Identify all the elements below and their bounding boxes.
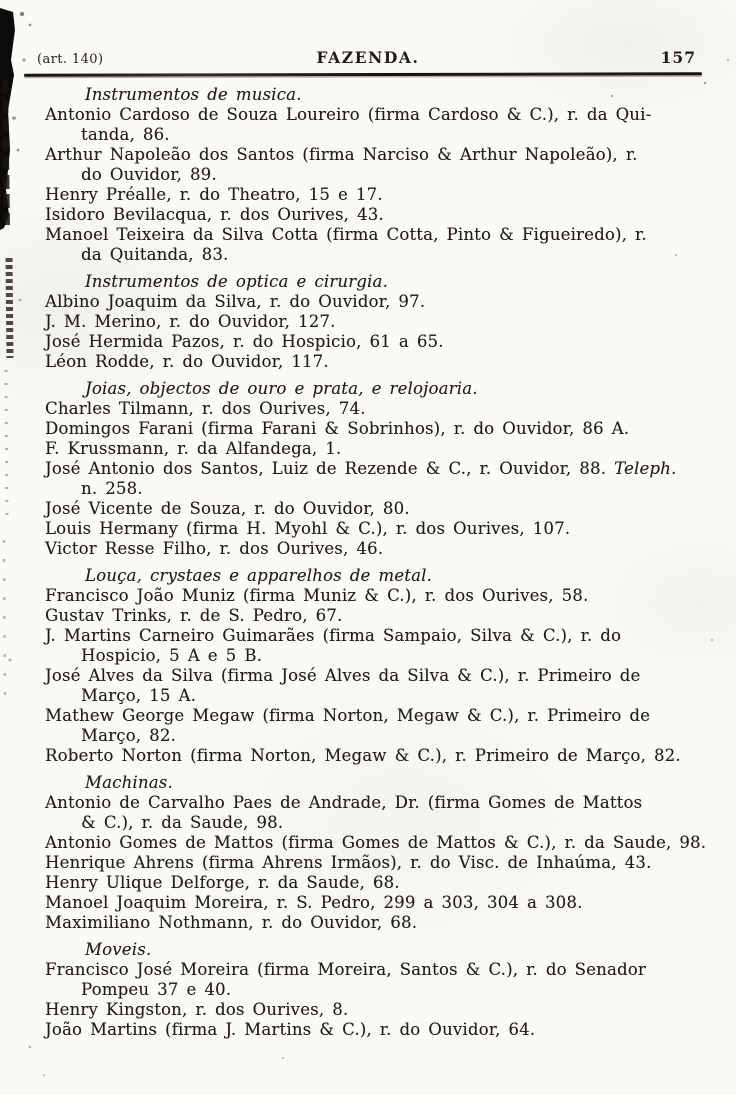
directory-entry	[45, 332, 702, 352]
directory-section	[45, 940, 702, 1040]
directory-entry	[45, 225, 702, 265]
section-heading: Instrumentos de musica.	[85, 85, 302, 104]
directory-entry	[45, 893, 702, 913]
entry-line: Manoel Joaquim Moreira, r. S. Pedro, 299 a 303, 304 a 308.	[45, 893, 583, 912]
entry-line-continuation: Março, 15 A.	[81, 686, 197, 705]
section-heading: Louça, crystaes e apparelhos de metal.	[85, 566, 433, 585]
entry-line-continuation: da Quitanda, 83.	[81, 245, 229, 264]
directory-entry	[45, 666, 702, 706]
entry-line-continuation: do Ouvidor, 89.	[81, 165, 217, 184]
directory-entry	[45, 960, 702, 1000]
entry-line: Antonio de Carvalho Paes de Andrade, Dr. (firma Gomes de Mattos	[45, 793, 643, 812]
entry-line-continuation: & C.), r. da Saude, 98.	[81, 813, 284, 832]
entry-line-italic: Teleph.	[614, 459, 677, 478]
directory-entry	[45, 793, 702, 833]
directory-entry	[45, 145, 702, 185]
binding-shadow	[0, 8, 31, 705]
entry-line: Manoel Teixeira da Silva Cotta (firma Cotta, Pinto & Figueiredo), r.	[45, 225, 647, 244]
entry-line-continuation: Pompeu 37 e 40.	[81, 980, 232, 999]
entry-line: Henry Préalle, r. do Theatro, 15 e 17.	[45, 185, 383, 204]
entry-line: José Vicente de Souza, r. do Ouvidor, 80.	[45, 499, 410, 518]
directory-entry	[45, 352, 702, 372]
directory-entry	[45, 1000, 702, 1020]
entry-line: Isidoro Bevilacqua, r. dos Ourives, 43.	[45, 205, 384, 224]
directory-section	[45, 379, 702, 559]
running-title: FAZENDA.	[316, 48, 420, 67]
entry-line: José Hermida Pazos, r. do Hospicio, 61 a 65.	[45, 332, 444, 351]
directory-entry	[45, 292, 702, 312]
directory-section	[45, 773, 707, 933]
entry-line-continuation: Março, 82.	[81, 726, 177, 745]
directory-section	[45, 566, 702, 766]
entry-line-continuation: tanda, 86.	[81, 125, 170, 144]
page-header	[0, 48, 736, 70]
section-heading: Joias, objectos de ouro e prata, e relojoaria.	[85, 379, 478, 398]
article-reference: (art. 140)	[37, 52, 104, 67]
entry-line: João Martins (firma J. Martins & C.), r. do Ouvidor, 64.	[45, 1020, 536, 1039]
directory-entry	[45, 539, 702, 559]
entry-line: Antonio Gomes de Mattos (firma Gomes de Mattos & C.), r. da Saude, 98.	[45, 833, 707, 852]
section-heading: Instrumentos de optica e cirurgia.	[85, 272, 389, 291]
section-heading: Moveis.	[85, 940, 152, 959]
entry-line: J. M. Merino, r. do Ouvidor, 127.	[45, 312, 336, 331]
directory-entry	[45, 499, 702, 519]
directory-entry	[45, 626, 702, 666]
entry-line: Francisco João Muniz (firma Muniz & C.), r. dos Ourives, 58.	[45, 586, 589, 605]
directory-entry	[45, 205, 702, 225]
entry-line: Maximiliano Nothmann, r. do Ouvidor, 68.	[45, 913, 418, 932]
directory-entry	[45, 519, 702, 539]
entry-line-continuation: Hospicio, 5 A e 5 B.	[81, 646, 263, 665]
directory-entry	[45, 1020, 702, 1040]
directory-entry	[45, 606, 702, 626]
directory-entry	[45, 105, 702, 145]
directory-entry	[45, 746, 702, 766]
entry-line: Victor Resse Filho, r. dos Ourives, 46.	[45, 539, 384, 558]
directory-entry	[45, 913, 702, 933]
directory-entry	[45, 873, 702, 893]
directory-section	[45, 85, 702, 265]
directory-entry	[45, 419, 702, 439]
entry-line: José Alves da Silva (firma José Alves da Silva & C.), r. Primeiro de	[45, 666, 641, 685]
entry-line-continuation: n. 258.	[81, 479, 143, 498]
directory-entry	[45, 312, 702, 332]
entry-line: F. Krussmann, r. da Alfandega, 1.	[45, 439, 342, 458]
entry-line: Francisco José Moreira (firma Moreira, Santos & C.), r. do Senador	[45, 960, 646, 979]
entry-line: Gustav Trinks, r. de S. Pedro, 67.	[45, 606, 343, 625]
entry-line: Henry Ulique Delforge, r. da Saude, 68.	[45, 873, 400, 892]
directory-entry	[45, 853, 702, 873]
page-number: 157	[660, 48, 696, 67]
entry-line: Henrique Ahrens (firma Ahrens Irmãos), r. do Visc. de Inhaúma, 43.	[45, 853, 652, 872]
directory-entry	[45, 185, 702, 205]
entry-line: Louis Hermany (firma H. Myohl & C.), r. dos Ourives, 107.	[45, 519, 571, 538]
entry-line: Domingos Farani (firma Farani & Sobrinhos), r. do Ouvidor, 86 A.	[45, 419, 630, 438]
entry-line: J. Martins Carneiro Guimarães (firma Sampaio, Silva & C.), r. do	[45, 626, 622, 645]
entry-line: Charles Tilmann, r. dos Ourives, 74.	[45, 399, 366, 418]
entry-line: José Antonio dos Santos, Luiz de Rezende & C., r. Ouvidor, 88. Teleph.	[45, 459, 677, 478]
entry-line: Roberto Norton (firma Norton, Megaw & C.), r. Primeiro de Março, 82.	[45, 746, 681, 765]
directory-section	[45, 272, 702, 372]
directory-entry	[45, 586, 702, 606]
directory-entry	[45, 439, 702, 459]
directory-entry	[45, 833, 707, 853]
entry-line: Antonio Cardoso de Souza Loureiro (firma Cardoso & C.), r. da Qui-	[45, 105, 652, 124]
entry-line: Henry Kingston, r. dos Ourives, 8.	[45, 1000, 349, 1019]
directory-sections	[45, 85, 707, 1040]
header-rule	[24, 72, 702, 76]
entry-line: Léon Rodde, r. do Ouvidor, 117.	[45, 352, 329, 371]
section-heading: Machinas.	[85, 773, 173, 792]
entry-line: Arthur Napoleão dos Santos (firma Narciso & Arthur Napoleão), r.	[45, 145, 638, 164]
directory-entry	[45, 706, 702, 746]
directory-entry	[45, 459, 702, 499]
directory-entry	[45, 399, 702, 419]
entry-line: Mathew George Megaw (firma Norton, Megaw & C.), r. Primeiro de	[45, 706, 651, 725]
entry-line: Albino Joaquim da Silva, r. do Ouvidor, 97.	[45, 292, 426, 311]
